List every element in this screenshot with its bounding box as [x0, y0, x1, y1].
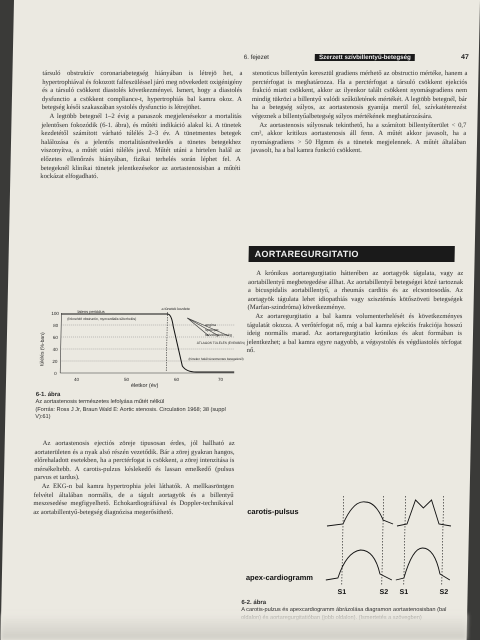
book-page	[1, 0, 480, 640]
y-tick: 0	[54, 371, 57, 376]
figure2-caption-text: A carotis-pulzus és apexcardiogramm ábrázolása diagramon aortastenosisban (bal	[241, 607, 447, 614]
figure1-source: (Forrás: Ross J Jr, Braun Wald E: Aortic stenosis. Circulation 1968; 38 (suppl V):61)	[35, 406, 226, 421]
running-title: Szerzett szívbillentyű-betegség	[315, 54, 415, 61]
paragraph: Az EKG-n bal kamra hypertrophia jelei láthatók. A mellkasröntgen felvétel általában normális, de a tágult aortagyök és a billentyű meszesedése megfigyelhető. Echokardiográfiával és Doppler-technikával az aortabillentyű-betegség diagnózisa megerősíthető.	[33, 482, 234, 516]
s1-label: S1	[399, 589, 409, 596]
x-tick: 40	[73, 377, 80, 382]
left-column-bottom	[33, 440, 235, 517]
carotid-trace-regurgitation	[397, 500, 452, 526]
figure1-caption-text: Az aortastenosis természetes lefolyása műtét nélkül	[35, 399, 165, 406]
angina-label: angina	[205, 323, 217, 327]
failure-label: szívelégtelenség	[204, 333, 232, 337]
y-tick: 60	[52, 335, 58, 340]
x-tick: 50	[123, 377, 130, 382]
s2-label: S2	[379, 589, 389, 596]
page-blur-bottom	[1, 614, 468, 640]
y-axis-label: túlélés (%-ban)	[39, 332, 47, 366]
latent-label: latens periódus	[77, 309, 105, 314]
paragraph: társuló obstruktív coronariabetegség hiányában is létrejö het, a hypertrophiával és fokozott falfeszüléssel járó meg növekedett oxigénigény és a társuló csökkent diastolés következményei. Ismert, hogy a diastolés dysfunctio a csökkent compliance-t, hypertrophiás bal kamra okoz. A betegség késői szakaszában systolés dysfunctio is létrejöhet.	[41, 70, 243, 112]
survival-figure	[36, 306, 245, 389]
right-column-top	[251, 70, 468, 156]
x-axis-label: életkor (év)	[130, 383, 159, 389]
y-tick: 40	[52, 347, 58, 352]
carotis-label: carotis-pulsus	[247, 507, 299, 516]
paragraph: Az aortaregurgitatio a bal kamra volumenterhelését és következményes tágulatát okozza. A verőtérfogat nő, míg a bal kamra ejekciós frakciója hosszú ideig normális marad. Az aortaregurgitatio krónikus és akut formában is jelentkezhet; a bal kamra egyre nagyobb, a végsystolés és végdiastolés térfogat nő.	[246, 312, 463, 355]
figure2-label: 6-2. ábra	[241, 600, 267, 606]
latent-sub-label: (fokozódó obstructio, myocardialis túlterhelés)	[67, 317, 137, 321]
syncope-label: syncope	[205, 328, 219, 332]
x-tick: 60	[173, 377, 180, 382]
running-header	[244, 52, 469, 63]
paragraph: Az aortastenosis súlyosnak tekinthető, ha a számított billentyűterület < 0,7 cm², akkor kritikus aortastenosis áll fenn. A műtét akkor javasolt, ha a nyomásgradiens > 50 Hgmm és a tünetek megjelennek. A műtét általában javasolt, ha a bal kamra funkció csökkent.	[250, 121, 467, 155]
avg-survival-label: ÁTLAGOS TÚLÉLÉS (ÉVEKBEN)	[196, 341, 245, 345]
y-tick: 20	[52, 359, 58, 364]
chapter-label: 6. fejezet	[243, 54, 269, 61]
figure1-label: 6-1. ábra	[35, 392, 61, 398]
page-number: 47	[460, 54, 469, 61]
y-axis-line	[60, 313, 61, 373]
sudden-label: (hirtelen halál tünetmentes betegeknél)	[188, 357, 244, 361]
paragraph: stenoticus billentyűn keresztül gradiens mérhető az obstructio mértéke, hanem a perctérfogat is meghatározza. Ha a perctérfogat a társuló csökkent ejekciós frakció miatt csökkent, akkor az ilyenkor talált csökkent nyomásgradiens nem mindig tükrözi a billentyű valódi szűkületének mértékét. A legtöbb betegnél, bár ha a betegség súlyos, az aortastenosis gyanúja merül fel, szívkatéterezést végeznek a billentyűalbetegség súlyos mértékének meghatározására.	[251, 70, 468, 120]
section-heading: AORTAREGURGITATIO	[249, 246, 455, 262]
s1-label: S1	[337, 589, 347, 596]
apex-label: apex-cardiogramm	[245, 573, 314, 582]
y-tick: 100	[51, 311, 60, 316]
right-column-bottom	[247, 270, 464, 356]
pulse-figure	[241, 490, 458, 598]
y-tick: 80	[53, 323, 59, 328]
x-tick: 70	[217, 377, 224, 382]
onset-label: a tünetek kezdete	[161, 307, 190, 311]
paragraph: A legtöbb betegnél 1–2 évig a panaszok megjelenésekor a mortalitás jelentősen fokozódik (6-1. ábra), és műtéti indikáció alakul ki. A tünetek kezdetétől számított várható túlélés 2–3 év. A tünetmentes betegek halálozása és a jelentős mortalitásnövekedés a tünetes betegekhez viszonyítva, a műtét utáni túlélés javul. Műtét utáni a hirtelen halál az előzetes ellenőrzés hiányában, fizikai terhelés során léphet fel. A betegeknél klinikai tünetek jelentkezésekor az aortastenosisban a műtéti kockázat elfogadható.	[40, 112, 242, 181]
paragraph: A krónikus aortaregurgitatio hátterében az aortagyök tágulata, vagy az aortabillentyű megbetegedése állhat. Az aortabillentyű betegségei közé tartoznak a bicuspidalis aortabillentyű, a rheumás carditis és az elcsontosodás. Az aortagyök tágulata lehet idiopathiás vagy szisztémás kötőszöveti betegségek (Marfan-szindróma) következménye.	[247, 270, 464, 312]
paragraph: Az aortastenosis ejectiós zöreje tipusosan érdes, jól hallható az aortaterületen és a nyak alsó részén vezetődik. Bár a zörej gyakran hangos, előrehaladott esetekben, ha a perctérfogat is csökkent, a zörej intenzitása is mérsékeltebb. A carotis-pulzus késlekedő és lassan emelkedő (pulsus parvus et tardus).	[33, 440, 235, 482]
left-column-top	[40, 70, 242, 182]
s2-label: S2	[439, 589, 449, 596]
figure1-caption	[35, 392, 236, 422]
